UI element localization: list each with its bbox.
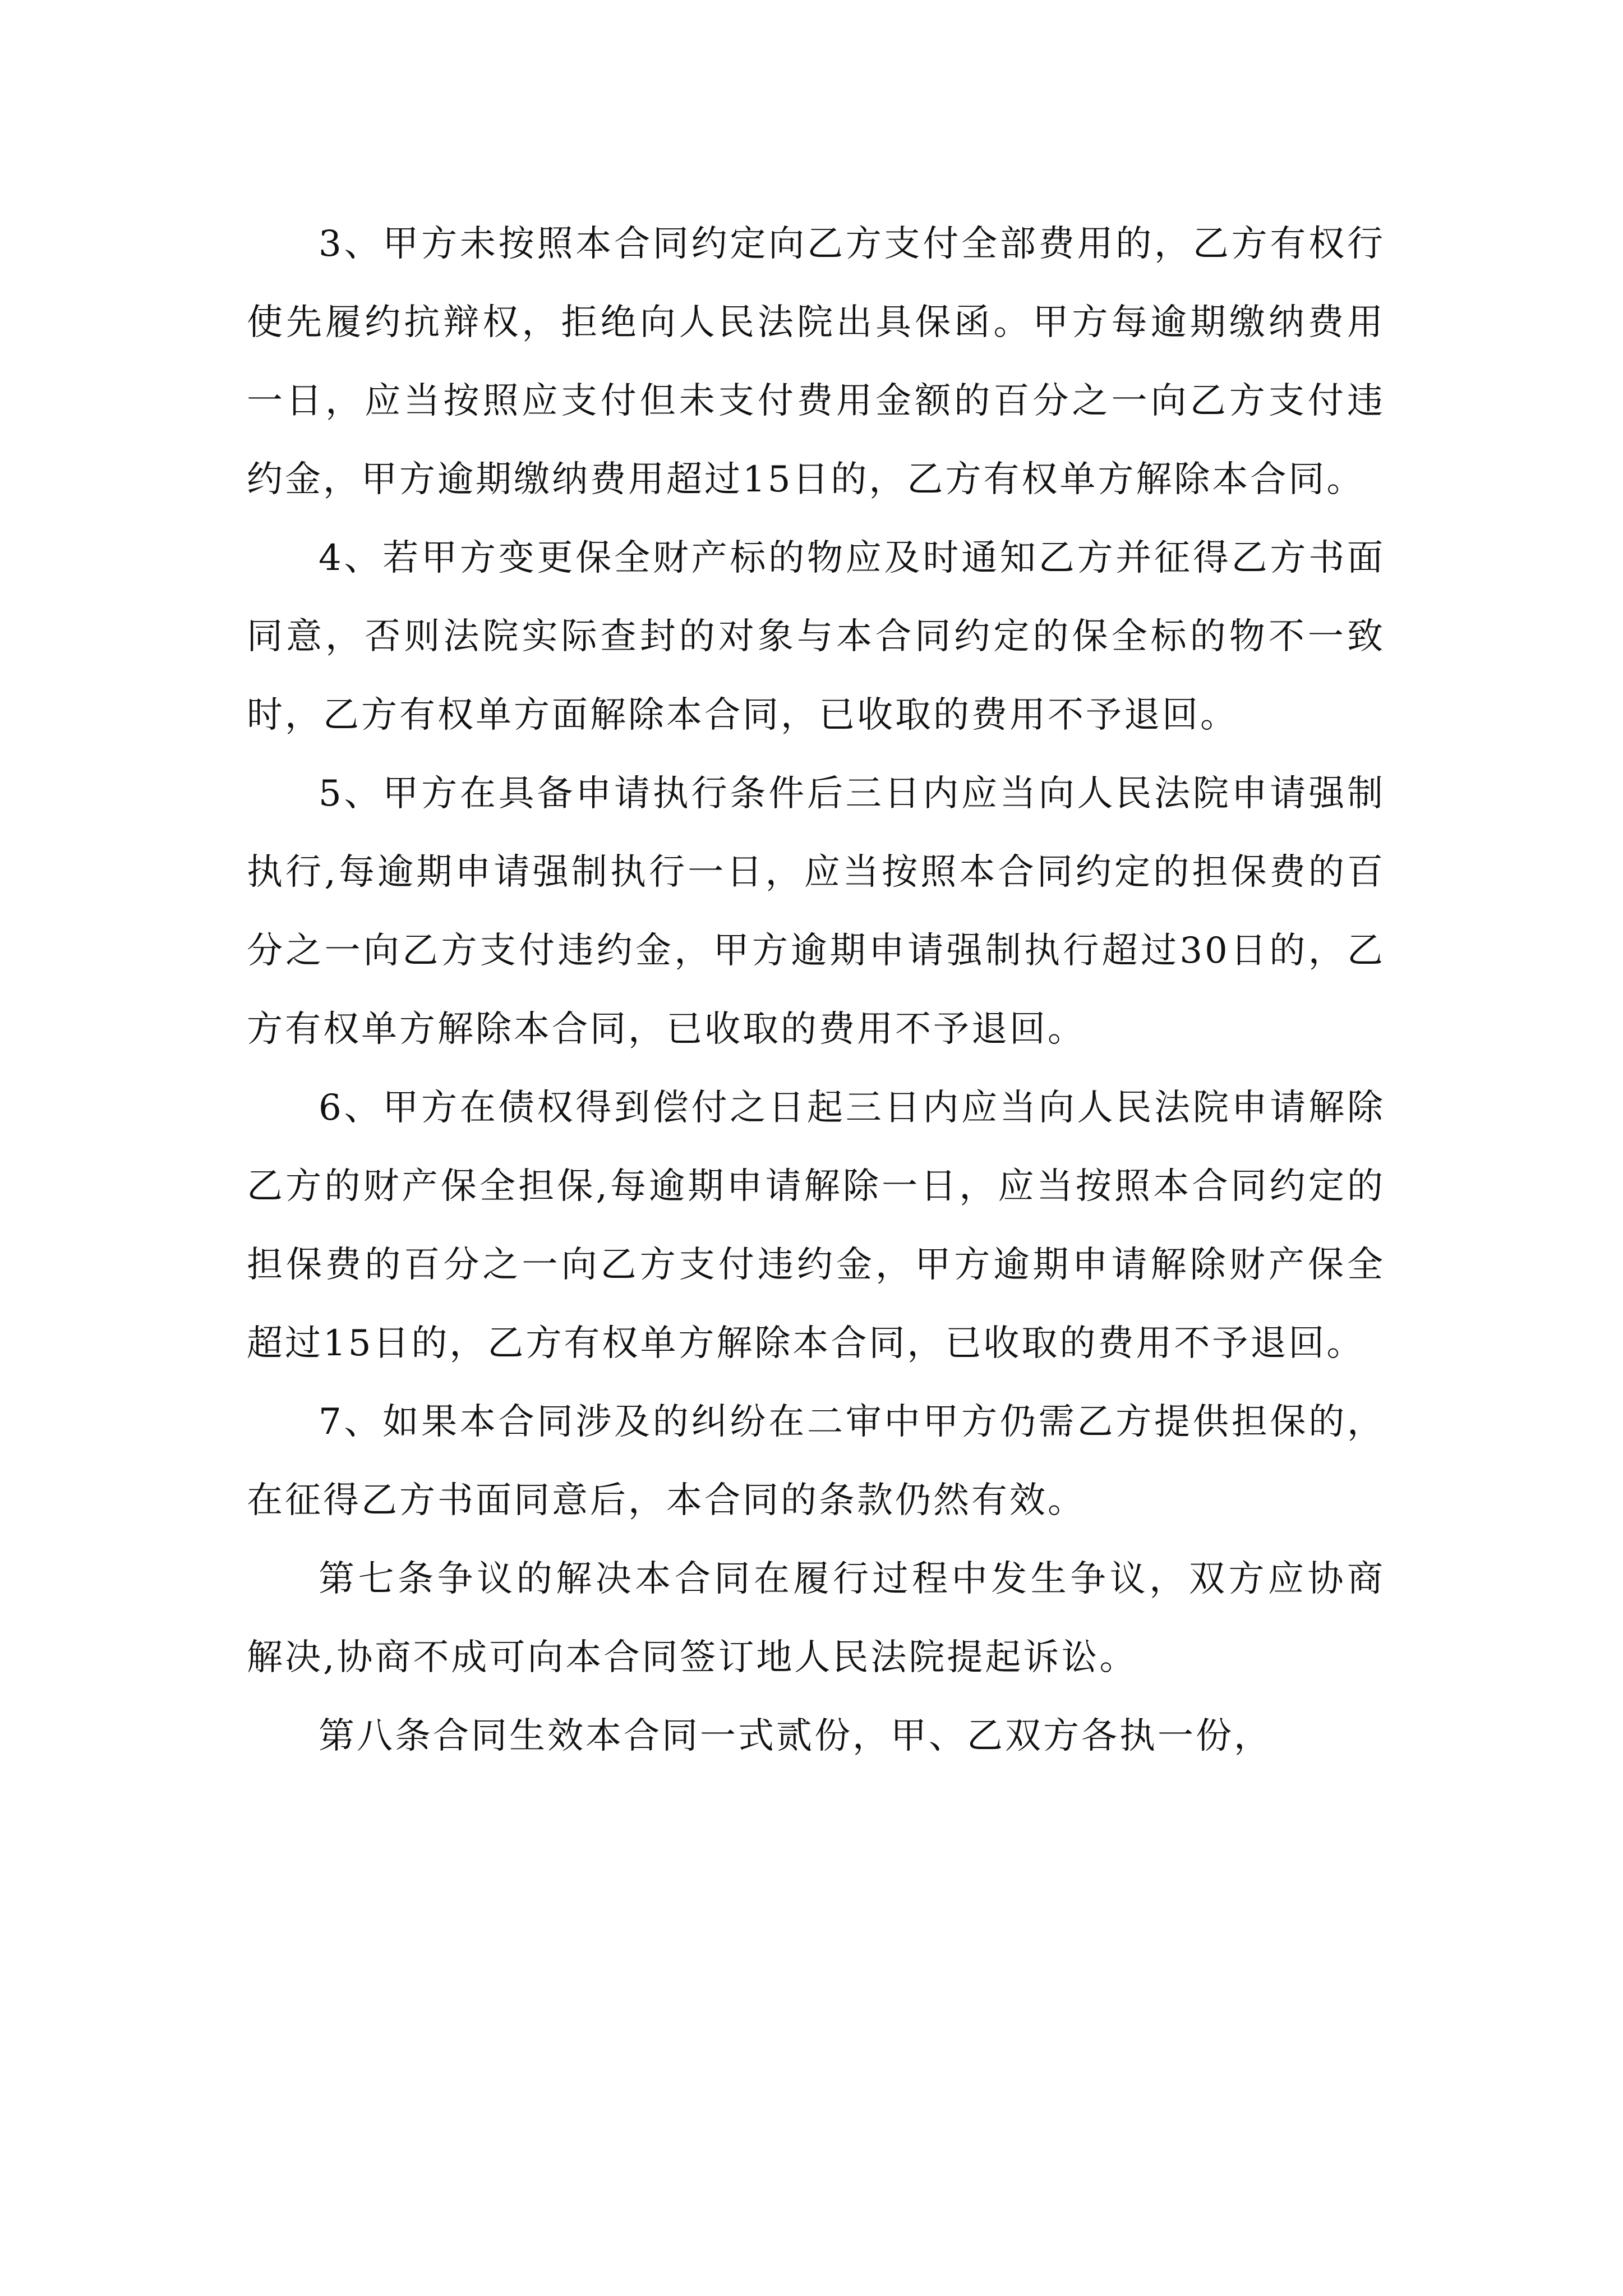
clause-7-paragraph: 7、如果本合同涉及的纠纷在二审中甲方仍需乙方提供担保的，在征得乙方书面同意后，本合同的条款仍然有效。 <box>247 1401 1385 1521</box>
clause-3-paragraph: 3、甲方未按照本合同约定向乙方支付全部费用的，乙方有权行使先履约抗辩权，拒绝向人民法院出具保函。甲方每逾期缴纳费用一日，应当按照应支付但未支付费用金额的百分之一向乙方支付违约金，甲方逾期缴纳费用超过15日的，乙方有权单方解除本合同。 <box>247 223 1385 500</box>
clause-6-paragraph: 6、甲方在债权得到偿付之日起三日内应当向人民法院申请解除乙方的财产保全担保,每逾期申请解除一日，应当按照本合同约定的担保费的百分之一向乙方支付违约金，甲方逾期申请解除财产保全超过15日的，乙方有权单方解除本合同，已收取的费用不予退回。 <box>247 1087 1385 1364</box>
clause-5-paragraph: 5、甲方在具备申请执行条件后三日内应当向人民法院申请强制执行,每逾期申请强制执行一日，应当按照本合同约定的担保费的百分之一向乙方支付违约金，甲方逾期申请强制执行超过30日的，乙方有权单方解除本合同，已收取的费用不予退回。 <box>247 773 1385 1050</box>
article-7-dispute-paragraph: 第七条争议的解决本合同在履行过程中发生争议，双方应协商解决,协商不成可向本合同签订地人民法院提起诉讼。 <box>247 1558 1385 1678</box>
article-8-effect-paragraph: 第八条合同生效本合同一式贰份，甲、乙双方各执一份， <box>319 1715 1272 1757</box>
clause-4-paragraph: 4、若甲方变更保全财产标的物应及时通知乙方并征得乙方书面同意，否则法院实际查封的对象与本合同约定的保全标的物不一致时，乙方有权单方面解除本合同，已收取的费用不予退回。 <box>247 537 1385 736</box>
document-body <box>247 205 1385 1775</box>
